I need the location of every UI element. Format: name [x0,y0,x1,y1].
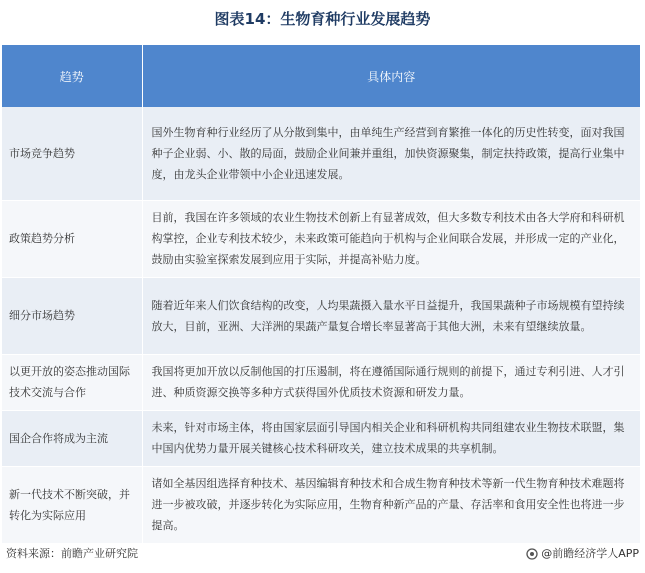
page-title: 图表14：生物育种行业发展趋势 [214,10,431,28]
table-row [2,354,640,410]
content-cell: 我国将更加开放以反制他国的打压遏制，将在遵循国际通行规则的前提下，通过专利引进、人才引进、种质资源交换等多种方式获得国外优质技术资源和研发力量。 [142,354,640,410]
content-cell: 随着近年来人们饮食结构的改变，人均果蔬摄入量水平日益提升，我国果蔬种子市场规模有望持续放大，目前，亚洲、大洋洲的果蔬产量复合增长率显著高于其他大洲，未来有望继续放量。 [142,277,640,354]
trend-table [2,45,640,544]
content-cell: 目前，我国在许多领域的农业生物技术创新上有显著成效，但大多数专利技术由各大学府和科研机构掌控，企业专利技术较少，未来政策可能趋向于机构与企业间联合发展，并形成一定的产业化，鼓励由实验室探索发展到应用于实际，并提高补贴力度。 [142,200,640,277]
trend-cell: 市场竞争趋势 [2,107,142,200]
source-note: 资料来源：前瞻产业研究院 [6,547,138,560]
trend-cell: 国企合作将成为主流 [2,410,142,466]
table-row [2,107,640,200]
trend-cell: 以更开放的姿态推动国际技术交流与合作 [2,354,142,410]
brand-label: @前瞻经济学人APP [541,547,639,560]
column-header-trend: 趋势 [2,45,142,107]
table-row [2,200,640,277]
table-row [2,277,640,354]
content-cell: 诸如全基因组选择育种技术、基因编辑育种技术和合成生物育种技术等新一代生物育种技术难题将进一步被攻破，并逐步转化为实际应用，生物育种新产品的产量、存活率和食用安全性也将进一步提高。 [142,466,640,543]
table-row [2,466,640,543]
table-row [2,410,640,466]
brand-credit [526,540,639,568]
brand-logo-icon [526,548,538,560]
trend-cell: 政策趋势分析 [2,200,142,277]
content-cell: 未来，针对市场主体，将由国家层面引导国内相关企业和科研机构共同组建农业生物技术联盟，集中国内优势力量开展关键核心技术科研攻关，建立技术成果的共享机制。 [142,410,640,466]
table-header-row [2,45,640,107]
footer [0,540,645,568]
trend-cell: 细分市场趋势 [2,277,142,354]
content-cell: 国外生物育种行业经历了从分散到集中，由单纯生产经营到育繁推一体化的历史性转变，面对我国种子企业弱、小、散的局面，鼓励企业间兼并重组，加快资源聚集，制定扶持政策，提高行业集中度，由龙头企业带领中小企业迅速发展。 [142,107,640,200]
trend-cell: 新一代技术不断突破，并转化为实际应用 [2,466,142,543]
column-header-content: 具体内容 [142,45,640,107]
